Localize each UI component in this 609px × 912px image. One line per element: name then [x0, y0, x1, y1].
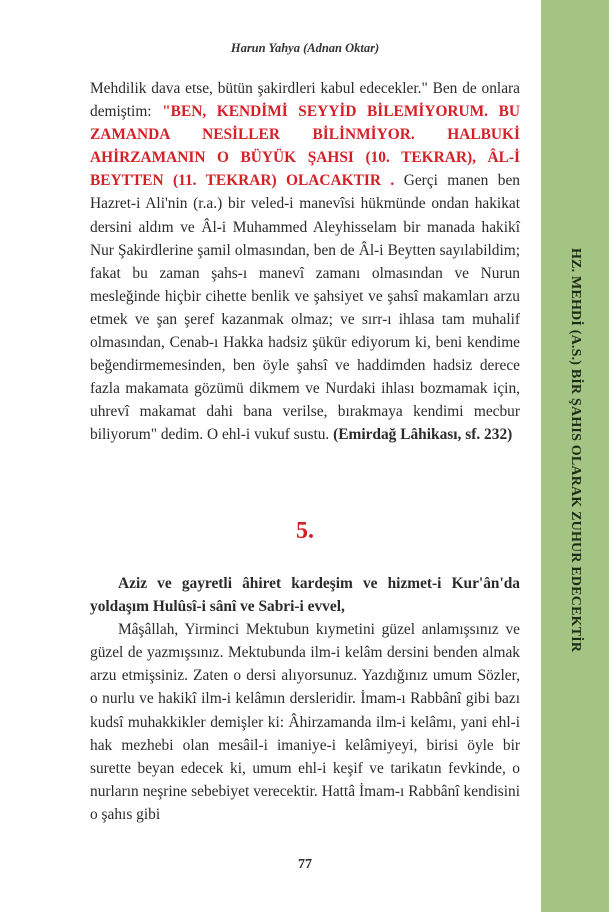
sidebar-title-wrap	[541, 200, 609, 700]
section-number: 5.	[296, 518, 314, 544]
letter-salutation: Aziz ve gayretli âhiret kardeşim ve hizmet-i Kur'ân'da yoldaşım Hulûsî-i sânî ve Sabri-i evvel,	[90, 575, 520, 616]
sidebar-chapter-title: HZ. MEHDİ (A.S.) BİR ŞAHIS OLARAK ZUHUR EDECEKTİR	[568, 247, 583, 653]
letter-block	[90, 572, 520, 826]
quote-intro: Mehdilik dava etse, bütün şakirdleri kabul edecekler." Ben de onlara demiştim:	[90, 80, 520, 121]
highlighted-quote: "BEN, KENDİMİ SEYYİD BİLEMİYORUM. BU ZAMANDA NESİLLER BİLİNMİYOR. HALBUKİ AHİRZAMANIN O BÜYÜK ŞAHSI (10. TEKRAR), ÂL-İ BEYTTEN (11. TEKRAR) OLACAKTIR .	[90, 103, 520, 190]
quote-block	[90, 77, 520, 447]
quote-body: Gerçi manen ben Hazret-i Ali'nin (r.a.) bir veled-i manevîsi hükmünde ondan hakikat dersini aldım ve Âl-i Muhammed Aleyhisselam bir manada hakikî Nur Şakirdlerine şamil olmasından, ben de Âl-i Beytten sayılabildim; fakat bu zaman şahs-ı manevî zamanı olmasından ve Nurun mesleğinde hiçbir cihette benlik ve şahsiyet ve şahsî makamları arzu etmek ve şan şeref kazanmak olmaz; ve sırr-ı ihlasa tam muhalif olmasından, Cenab-ı Hakka hadsiz şükür ediyorum ki, beni kendime beğendirmemesinden, ben öyle şahsî ve haddimden hadsiz derece fazla makamata gözümü dikmem ve Nurdaki ihlası bozmamak için, uhrevî makamat dahi bana verilse, bırakmaya kendimi mecbur biliyorum" dedim. O ehl-i vukuf sustu.	[90, 172, 520, 444]
letter-paragraph: Mâşâllah, Yirminci Mektubun kıymetini güzel anlamışsınız ve güzel de yazmışsınız. Mektubunda ilm-i kelâm dersini benden almak arzu etmişsiniz. Zaten o dersi alıyorsunuz. Yazdığınız umum Sözler, o nurlu ve hakikî ilm-i kelâmın dersleridir. İmam-ı Rabbânî gibi bazı kudsî muhakkikler demişler ki: Âhirzamanda ilm-i kelâmı, yani ehl-i hak mezhebi olan mesâil-i imaniye-i kelâmiyeyi, birisi öyle bir surette beyan edecek ki, umum ehl-i keşif ve tarikatın fevkinde, o nurların neşrine sebebiyet verecektir. Hattâ İmam-ı Rabbânî kendisini o şahıs gibi	[90, 621, 520, 823]
source-citation: (Emirdağ Lâhikası, sf. 232)	[333, 426, 513, 444]
page-number: 77	[298, 857, 312, 872]
running-header: Harun Yahya (Adnan Oktar)	[230, 41, 380, 55]
chapter-sidebar	[541, 0, 609, 912]
